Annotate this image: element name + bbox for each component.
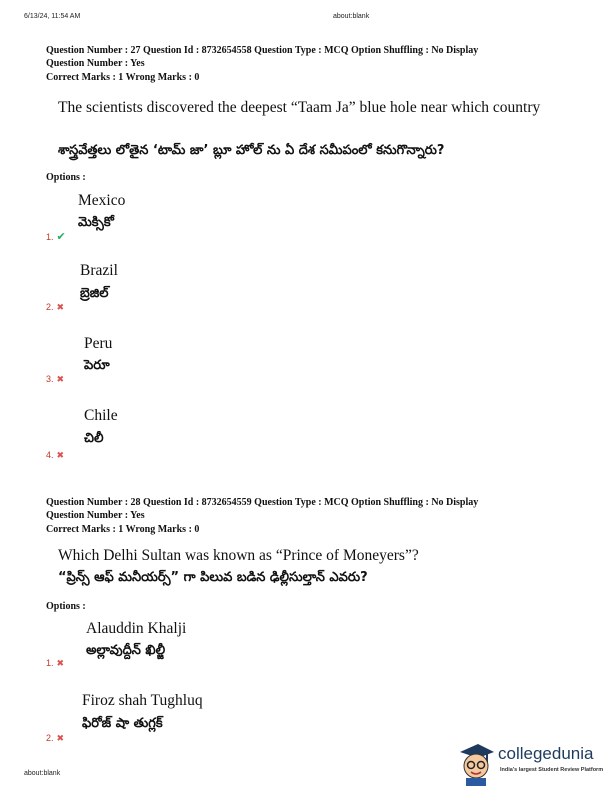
options-label: Options : [46,172,86,183]
question-text-en: Which Delhi Sultan was known as “Prince of Moneyers”? [58,547,419,564]
brand-name: collegedunia [498,744,594,763]
option-4-number [46,450,64,461]
collegedunia-logo [456,738,606,788]
question-text-te: “ప్రిన్స్ ఆఫ్ మనీయర్స్” గా పిలువ బడిన ఢిల్లీసుల్తాన్ ఎవరు? [58,570,368,585]
option-3-te: పెరూ [84,358,110,373]
print-datetime: 6/13/24, 11:54 AM [24,13,81,20]
option-2-number [46,302,64,313]
option-number-label: 1. [46,658,54,668]
option-1-number [46,230,66,243]
cross-icon: ✖ [56,450,65,460]
mascot-icon [456,740,496,786]
option-number-label: 2. [46,733,54,743]
option-1-en: Alauddin Khalji [86,620,187,637]
option-number-label: 3. [46,374,54,384]
option-2-te: ఫిరోజ్ షా తుగ్లక్ [82,716,163,731]
option-number-label: 1. [46,232,54,242]
option-number-label: 2. [46,302,54,312]
question-meta: Question Number : 27 Question Id : 8732654558 Question Type : MCQ Option Shuffling : No Display [46,45,479,56]
footer-url: about:blank [24,770,61,777]
question-text-en: The scientists discovered the deepest “Taam Ja” blue hole near which country [58,99,541,116]
question-marks: Correct Marks : 1 Wrong Marks : 0 [46,524,200,535]
options-label: Options : [46,601,86,612]
page-title: about:blank [333,13,370,20]
option-2-en: Firoz shah Tughluq [82,692,203,709]
option-1-te: మెక్సికో [78,215,114,230]
question-text-te: శాస్త్రవేత్తలు లోతైన ‘టామ్ జా’ బ్లూ హోల్ ను ఏ దేశ సమీపంలో కనుగొన్నారు? [58,143,445,158]
cross-icon: ✖ [56,733,65,743]
option-number-label: 4. [46,450,54,460]
question-display: Question Number : Yes [46,58,145,69]
brand-tagline: India's largest Student Review Platform [500,767,604,773]
cross-icon: ✖ [56,374,65,384]
option-2-number [46,733,64,744]
check-icon: ✔ [56,231,66,243]
question-display: Question Number : Yes [46,510,145,521]
option-1-en: Mexico [78,192,126,209]
option-2-en: Brazil [80,262,118,279]
option-1-te: అల్లావుద్దీన్ ఖిల్జీ [86,643,166,658]
option-2-te: బ్రెజిల్ [80,286,109,301]
cross-icon: ✖ [56,658,65,668]
option-4-te: చిలీ [84,431,104,446]
cross-icon: ✖ [56,302,65,312]
option-4-en: Chile [84,407,118,424]
option-3-number [46,374,64,385]
question-meta: Question Number : 28 Question Id : 8732654559 Question Type : MCQ Option Shuffling : No Display [46,497,479,508]
question-marks: Correct Marks : 1 Wrong Marks : 0 [46,72,200,83]
option-1-number [46,658,64,669]
option-3-en: Peru [84,335,113,352]
